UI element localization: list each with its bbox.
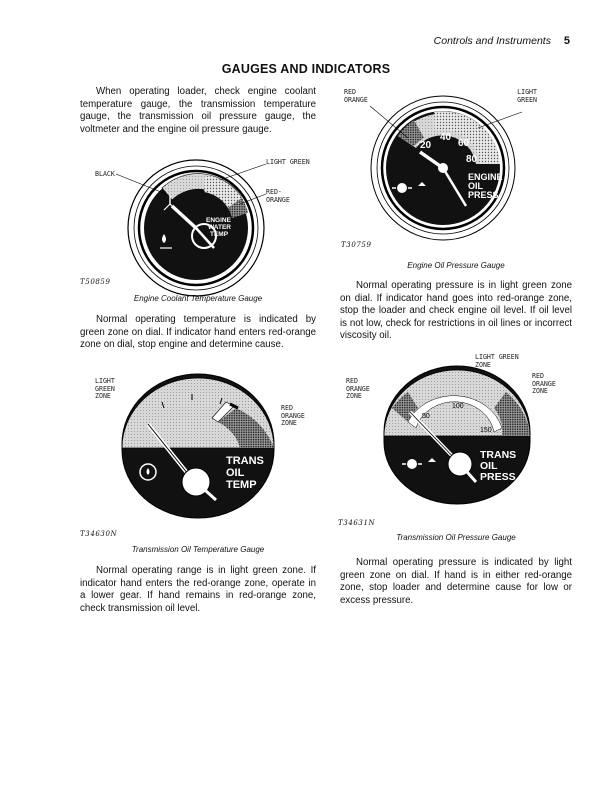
coolant-face-line-2: WATER (208, 224, 231, 231)
trans-temp-face-line-3: TEMP (226, 479, 257, 491)
trans-temp-face-line-1: TRANS (226, 455, 264, 467)
oil-ref-code: T30759 (341, 241, 372, 249)
trans-pressure-label-red-orange-left: RED ORANGE ZONE (346, 377, 370, 401)
trans-temp-paragraph: Normal operating range is in light green zone. If indicator hand enters the red-orange zone, operate in a lower gear. If hand remains in red-orange zone, check transmission oil level. (80, 565, 316, 614)
trans-pressure-paragraph: Normal operating pressure is indicated by light green zone on dial. If hand is in either red-orange zone, stop loader and determine cause for low or excess pressure. (340, 557, 572, 606)
coolant-label-black: BLACK (95, 170, 115, 178)
oil-label-light-green: LIGHT GREEN (517, 88, 537, 104)
coolant-label-red-orange: RED-ORANGE (266, 188, 290, 204)
coolant-ref-code: T50859 (80, 278, 111, 286)
trans-scale-50: 50 (422, 413, 430, 420)
coolant-gauge (80, 148, 320, 288)
trans-pressure-label-light-green: LIGHT GREEN ZONE (475, 353, 519, 369)
trans-temp-caption: Transmission Oil Temperature Gauge (131, 545, 265, 554)
running-header (434, 35, 570, 47)
oil-face-line-2: OIL (468, 181, 483, 191)
oil-caption: Engine Oil Pressure Gauge (407, 261, 505, 270)
trans-temp-gauge (118, 388, 278, 516)
oil-label-red-orange: RED ORANGE (344, 88, 368, 104)
trans-scale-150: 150 (480, 427, 492, 434)
oil-scale-80: 80 (466, 154, 478, 165)
trans-temp-label-red-orange: RED ORANGE ZONE (281, 404, 305, 428)
trans-pressure-face-line-2: OIL (480, 460, 498, 472)
oil-scale-60: 60 (458, 138, 470, 149)
trans-temp-label-light-green: LIGHT GREEN ZONE (95, 377, 115, 401)
coolant-face-line-1: ENGINE (206, 217, 231, 224)
coolant-caption: Engine Coolant Temperature Gauge (133, 294, 263, 303)
intro-paragraph: When operating loader, check engine coolant temperature gauge, the transmission temperature gauge, the transmission oil pressure gauge, the voltmeter and the engine oil pressure gauge. (80, 86, 316, 135)
trans-pressure-label-red-orange-right: RED ORANGE ZONE (532, 372, 556, 396)
trans-pressure-face-line-3: PRESS (480, 471, 516, 483)
trans-temp-face-line-2: OIL (226, 467, 245, 479)
trans-scale-100: 100 (452, 403, 464, 410)
coolant-label-light-green: LIGHT GREEN (266, 158, 310, 166)
trans-pressure-face-line-1: TRANS (480, 449, 517, 461)
oil-scale-40: 40 (440, 132, 452, 143)
section-title: Controls and Instruments (433, 35, 551, 47)
oil-paragraph: Normal operating pressure is in light green zone on dial. If indicator hand goes into red-orange zone, stop the loader and check engine oil level. If oil level is not low, check for restrictions in oil lines or incorrect viscosity oil. (340, 280, 572, 342)
coolant-face-line-3: TEMP (210, 231, 229, 238)
page-number: 5 (563, 35, 570, 47)
oil-pressure-gauge (340, 88, 540, 258)
coolant-paragraph: Normal operating temperature is indicated by green zone on dial. If indicator hand enters red-orange zone on dial, stop engine and determine cause. (80, 314, 316, 351)
page-title: GAUGES AND INDICATORS (221, 62, 391, 76)
trans-temp-ref-code: T34630N (80, 530, 118, 538)
trans-pressure-gauge (382, 368, 532, 504)
oil-scale-20: 20 (420, 140, 432, 151)
oil-face-line-3: PRESS (468, 190, 499, 200)
oil-face-line-1: ENGINE (468, 172, 503, 182)
trans-pressure-ref-code: T34631N (338, 519, 376, 527)
trans-pressure-caption: Transmission Oil Pressure Gauge (396, 533, 516, 542)
